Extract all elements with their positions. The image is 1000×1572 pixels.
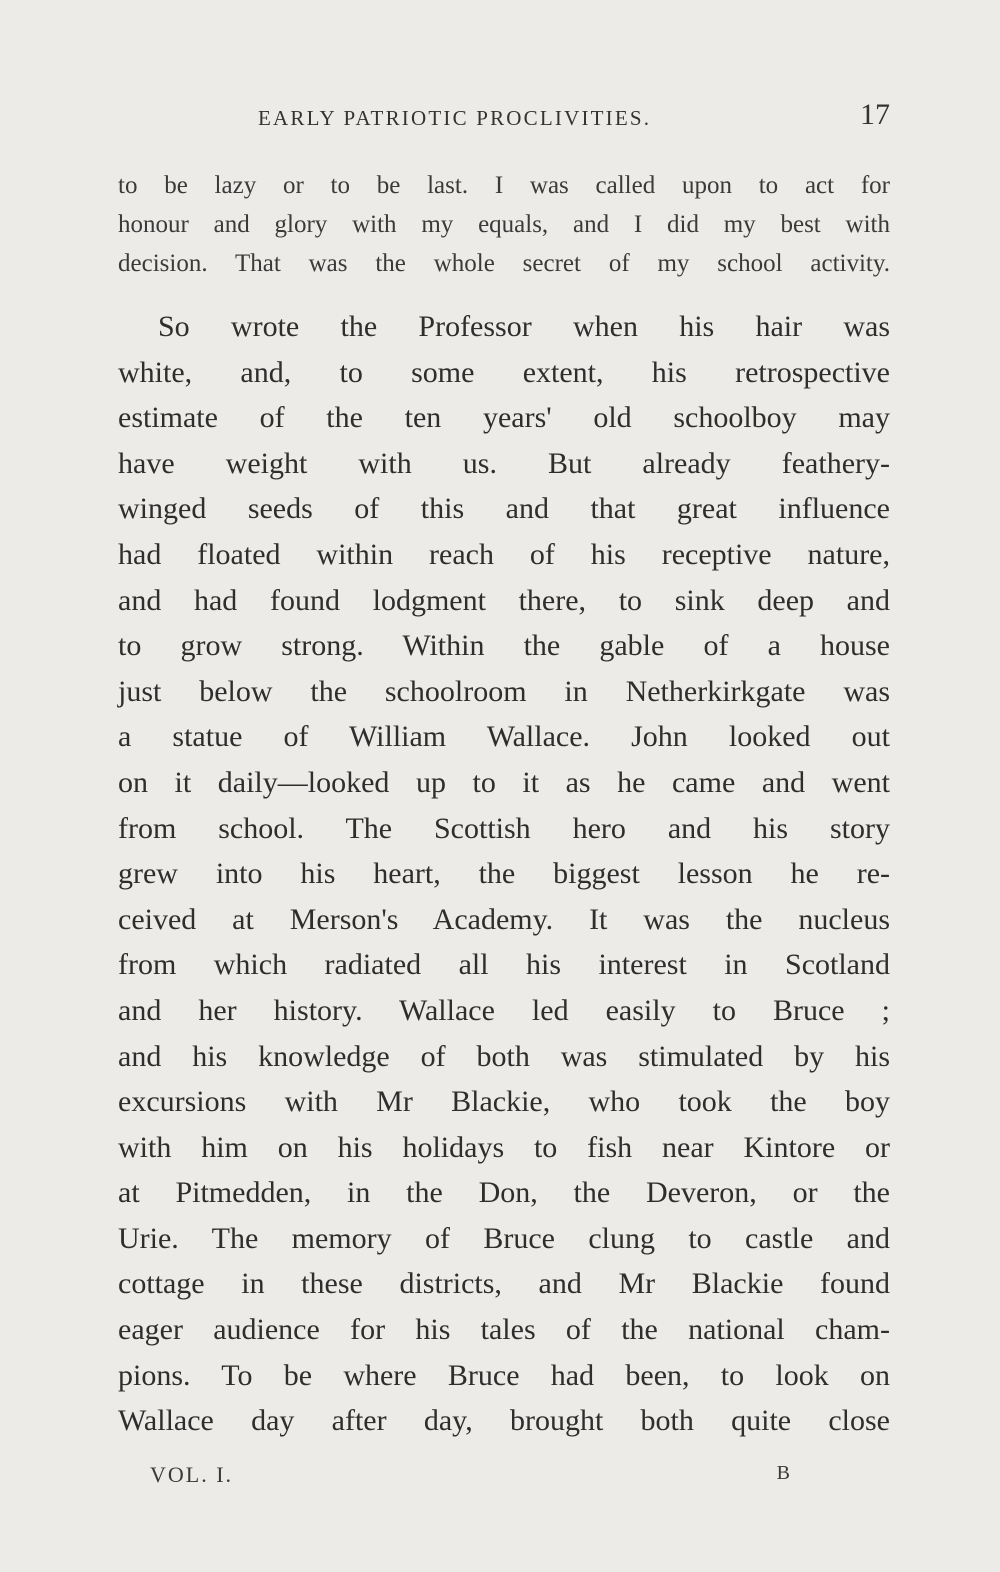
page-number: 17 xyxy=(860,98,890,131)
body-line: eager audience for his tales of the national cham- xyxy=(118,1313,890,1347)
body-line: from school. The Scottish hero and his story xyxy=(118,811,890,845)
body-line: just below the schoolroom in Netherkirkgate was xyxy=(118,674,890,708)
volume-label: VOL. I. xyxy=(150,1462,234,1487)
body-line: So wrote the Professor when his hair was xyxy=(158,310,890,343)
body-line: pions. To be where Bruce had been, to look on xyxy=(118,1358,890,1392)
running-title: EARLY PATRIOTIC PROCLIVITIES. xyxy=(258,106,652,130)
quote-line: honour and glory with my equals, and I did my best with xyxy=(118,211,890,238)
body-line: from which radiated all his interest in Scotland xyxy=(118,948,890,982)
body-paragraph xyxy=(118,304,890,1444)
body-line: Urie. The memory of Bruce clung to castle and xyxy=(118,1221,890,1255)
body-line: winged seeds of this and that great influence xyxy=(118,492,890,526)
signature-mark: B xyxy=(776,1462,790,1484)
quote-line: to be lazy or to be last. I was called upon to act for xyxy=(118,172,890,199)
body-line: excursions with Mr Blackie, who took the boy xyxy=(118,1085,890,1119)
body-line: at Pitmedden, in the Don, the Deveron, or the xyxy=(118,1176,890,1210)
quoted-passage xyxy=(118,166,890,283)
body-line: had floated within reach of his receptive nature, xyxy=(118,537,890,571)
body-line: to grow strong. Within the gable of a house xyxy=(118,629,890,663)
body-line: with him on his holidays to fish near Kintore or xyxy=(118,1130,890,1164)
body-line: grew into his heart, the biggest lesson he re- xyxy=(118,857,890,891)
body-line: have weight with us. But already feathery- xyxy=(118,446,890,480)
body-line: on it daily—looked up to it as he came and went xyxy=(118,765,890,799)
body-line: white, and, to some extent, his retrospective xyxy=(118,355,890,389)
body-line: ceived at Merson's Academy. It was the nucleus xyxy=(118,902,890,936)
body-line: and his knowledge of both was stimulated by his xyxy=(118,1039,890,1073)
body-line: and her history. Wallace led easily to Bruce ; xyxy=(118,993,890,1027)
body-line: cottage in these districts, and Mr Blackie found xyxy=(118,1267,890,1301)
body-line: a statue of William Wallace. John looked out xyxy=(118,720,890,754)
body-line: and had found lodgment there, to sink deep and xyxy=(118,583,890,617)
quote-line: decision. That was the whole secret of my school activity. xyxy=(118,250,890,277)
body-line: Wallace day after day, brought both quite close xyxy=(118,1404,890,1438)
body-line: estimate of the ten years' old schoolboy may xyxy=(118,401,890,435)
page-footer xyxy=(150,1462,790,1492)
running-head xyxy=(118,96,890,136)
